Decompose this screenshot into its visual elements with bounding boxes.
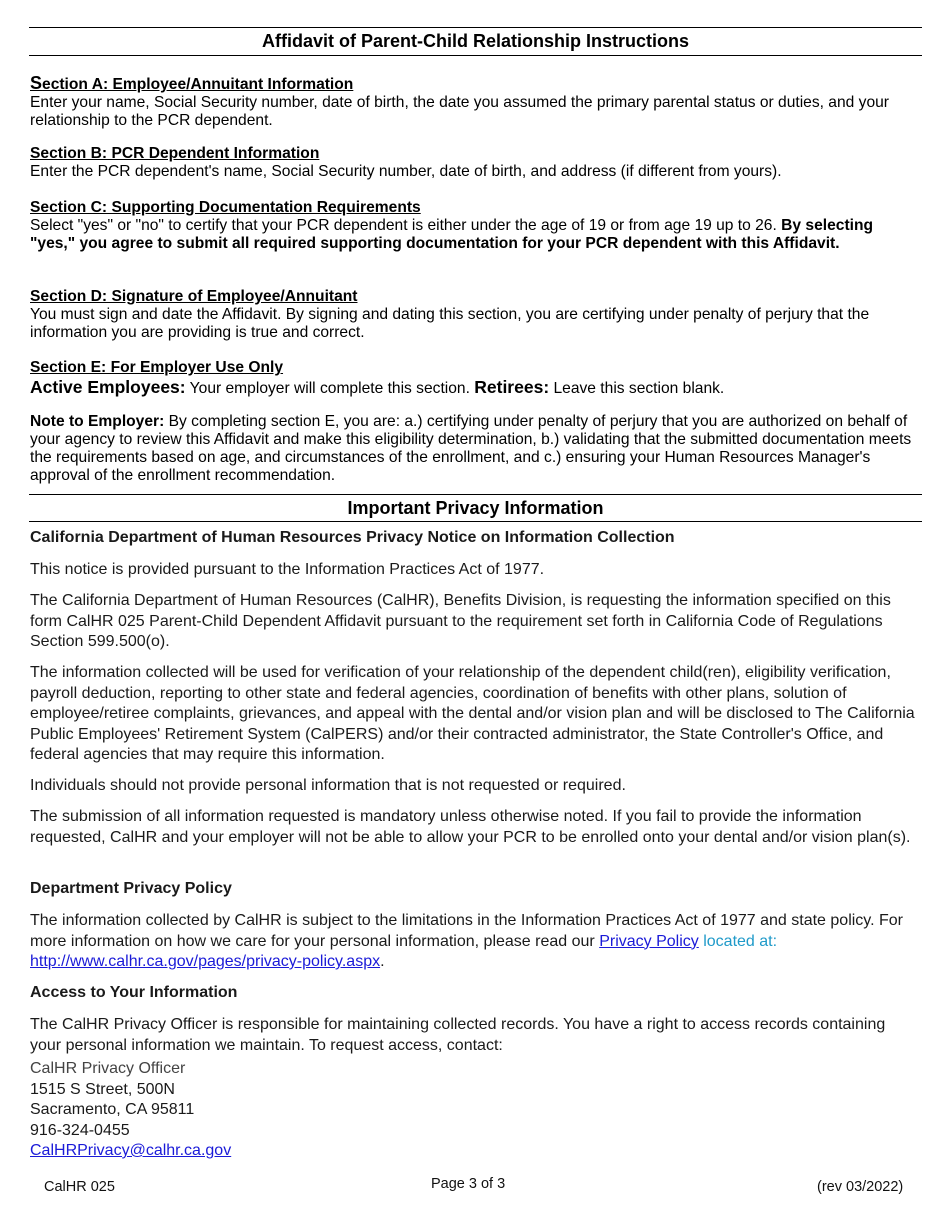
section-c-body: Select "yes" or "no" to certify that your PCR dependent is either under the age of 19 or from age 19 up to 26. By selecting "yes," you agree to submit all required supporting documentation for your PCR dependent with this Affidavit. (30, 217, 874, 252)
access-text: The CalHR Privacy Officer is responsible for maintaining collected records. You have a right to access records containing your personal information we maintain. To request access, contact: (30, 1016, 886, 1054)
section-b-heading: Section B: PCR Dependent Information (30, 145, 320, 162)
privacy-notice-heading: California Department of Human Resources Privacy Notice on Information Collection (30, 529, 675, 546)
section-d-body: You must sign and date the Affidavit. By signing and dating this section, you are certifying under penalty of perjury that the information you are providing is true and correct. (30, 306, 870, 341)
access-heading: Access to Your Information (30, 984, 238, 1001)
section-e-roles: Active Employees: Your employer will complete this section. Retirees: Leave this section blank. (30, 377, 725, 397)
privacy-policy-link[interactable]: Privacy Policy (599, 932, 699, 950)
privacy-paragraph-5: The submission of all information requested is mandatory unless otherwise noted. If you fail to provide the information requested, CalHR and your employer will not be able to allow your PCR to be enrolled onto your dental and/or vision plan(s). (30, 808, 911, 846)
document-title: Affidavit of Parent-Child Relationship Instructions (29, 27, 922, 56)
privacy-policy-url-link[interactable]: http://www.calhr.ca.gov/pages/privacy-policy.aspx (30, 953, 381, 970)
section-d-heading: Section D: Signature of Employee/Annuitant (30, 288, 358, 305)
section-a (30, 74, 920, 130)
contact-name: CalHR Privacy Officer (30, 1060, 186, 1077)
footer-revision: (rev 03/2022) (817, 1179, 904, 1195)
privacy-paragraph-4: Individuals should not provide personal information that is not requested or required. (30, 777, 626, 794)
section-d (30, 288, 920, 342)
privacy-paragraph-3: The information collected will be used for verification of your relationship of the dependent child(ren), eligibility verification, payroll deduction, reporting to other state and federal agencies, coordination of benefits with other plans, solution of employee/retiree complaints, grievances, and appeal with the dental and/or vision plan and will be disclosed to The California Public Employees' Retirement System (CalPERS) and/or their contracted administrator, the State Controller's Office, and federal agencies that may require this information. (30, 664, 915, 763)
section-c-heading: Section C: Supporting Documentation Requirements (30, 199, 421, 216)
footer-page-number: Page 3 of 3 (431, 1176, 506, 1192)
privacy-policy-text: The information collected by CalHR is subject to the limitations in the Information Practices Act of 1977 and state policy. For more information on how we care for your personal information, please read our Privacy Policy located at: http://www.calhr.ca.gov/pages/privacy-policy.aspx. (30, 912, 904, 970)
privacy-title: Important Privacy Information (29, 494, 922, 522)
employer-note-text: By completing section E, you are: a.) certifying under penalty of perjury that you are authorized on behalf of your agency to review this Affidavit and make this eligibility determination, b.) validating that the submitted documentation meets the requirements based on age, and circumstances of the enrollment, and c.) ensuring your Human Resources Manager's approval of the enrollment recommendation. (30, 413, 912, 484)
section-a-body: Enter your name, Social Security number, date of birth, the date you assumed the primary parental status or duties, and your relationship to the PCR dependent. (30, 94, 889, 129)
contact-email-link[interactable]: CalHRPrivacy@calhr.ca.gov (30, 1142, 232, 1159)
section-b (30, 145, 920, 181)
section-e-heading: Section E: For Employer Use Only (30, 359, 284, 376)
privacy-paragraph-2: The California Department of Human Resources (CalHR), Benefits Division, is requesting the information specified on this form CalHR 025 Parent-Child Dependent Affidavit pursuant to the requirement set forth in California Code of Regulations Section 599.500(o). (30, 592, 891, 650)
section-c (30, 199, 920, 253)
contact-street: 1515 S Street, 500N (30, 1080, 175, 1098)
privacy-policy-heading: Department Privacy Policy (30, 880, 232, 897)
section-e (30, 359, 920, 399)
contact-phone: 916-324-0455 (30, 1121, 130, 1139)
employer-note-label: Note to Employer: (30, 413, 165, 430)
section-c-bold-text: By selecting "yes," you agree to submit all required supporting documentation for your PCR dependent with this Affidavit. (30, 217, 874, 252)
contact-block (30, 1059, 231, 1162)
contact-city: Sacramento, CA 95811 (30, 1101, 195, 1118)
privacy-paragraph-1: This notice is provided pursuant to the Information Practices Act of 1977. (30, 561, 545, 578)
employer-note (30, 413, 920, 485)
section-a-heading: Section A: Employee/Annuitant Information (30, 73, 354, 93)
section-b-body: Enter the PCR dependent's name, Social Security number, date of birth, and address (if different from yours). (30, 163, 782, 180)
footer-form-id: CalHR 025 (44, 1179, 115, 1195)
